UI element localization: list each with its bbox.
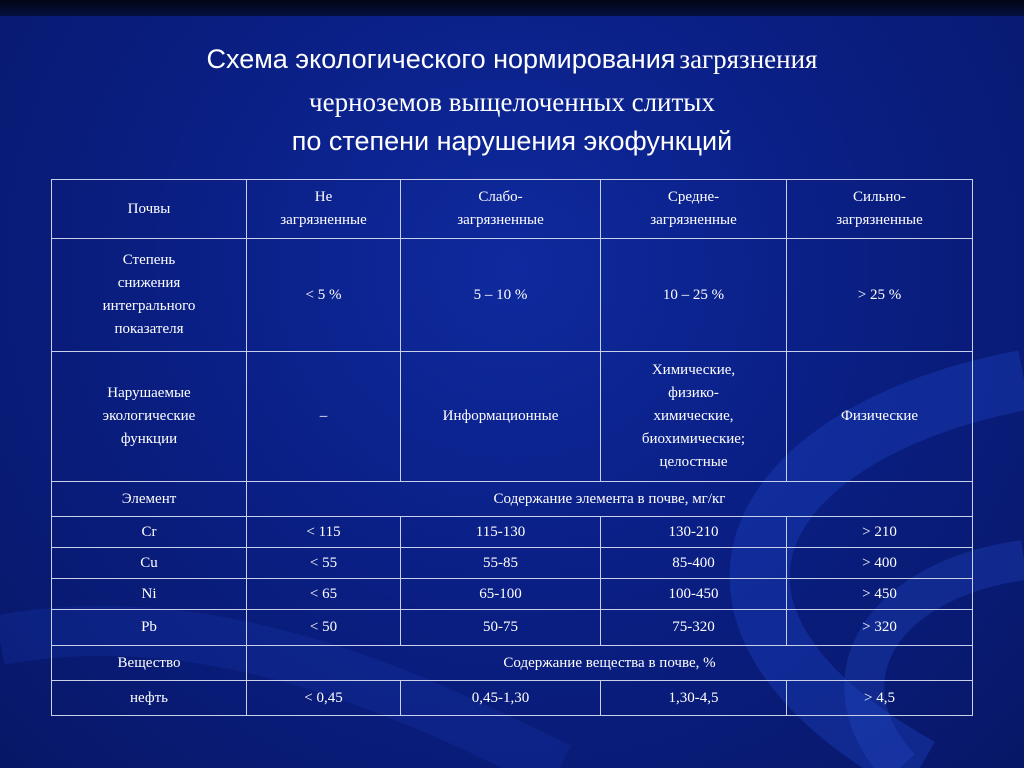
- slide-title: [0, 40, 1024, 161]
- element-value: > 210: [787, 517, 973, 548]
- functions-value-line: биохимические;: [641, 431, 746, 447]
- header-line: загрязненные: [650, 212, 737, 228]
- degree-value-cell: < 5 %: [247, 239, 401, 352]
- title-line-2: черноземов выщелоченных слитых: [309, 87, 715, 117]
- element-value: > 450: [787, 579, 973, 610]
- functions-value-line: химические,: [653, 408, 734, 424]
- element-row-pb: [52, 610, 973, 646]
- header-line: загрязненные: [836, 212, 923, 228]
- functions-label-line: экологические: [102, 408, 196, 424]
- header-cell-soils: [52, 180, 247, 239]
- functions-value-line: Химические,: [651, 362, 736, 378]
- element-name: Pb: [52, 610, 247, 646]
- header-line: Слабо-: [478, 189, 523, 205]
- header-cell-not-polluted: [247, 180, 401, 239]
- functions-label-line: функции: [120, 431, 178, 447]
- degree-value-cell: 10 – 25 %: [601, 239, 787, 352]
- functions-value-cell: Информационные: [401, 352, 601, 482]
- norms-table: [51, 179, 973, 716]
- title-line-1: [0, 40, 1024, 83]
- header-line: Сильно-: [853, 189, 906, 205]
- element-section-span: Содержание элемента в почве, мг/кг: [247, 482, 973, 517]
- element-value: 85-400: [601, 548, 787, 579]
- header-line: загрязненные: [457, 212, 544, 228]
- functions-value-line: физико-: [668, 385, 719, 401]
- degree-label-cell: [52, 239, 247, 352]
- element-value: 115-130: [401, 517, 601, 548]
- element-value: < 50: [247, 610, 401, 646]
- header-line: Средне-: [667, 189, 720, 205]
- substance-section-row: [52, 646, 973, 681]
- degree-value-cell: 5 – 10 %: [401, 239, 601, 352]
- element-value: > 400: [787, 548, 973, 579]
- substance-name: нефть: [52, 681, 247, 716]
- header-cell-moderately-polluted: [601, 180, 787, 239]
- element-value: 130-210: [601, 517, 787, 548]
- element-name: Cr: [52, 517, 247, 548]
- degree-label-line: Степень: [122, 252, 176, 268]
- functions-value-line: целостные: [659, 454, 728, 470]
- header-line: загрязненные: [280, 212, 367, 228]
- element-value: < 65: [247, 579, 401, 610]
- functions-label-cell: [52, 352, 247, 482]
- header-line: Не: [314, 189, 333, 205]
- element-value: 75-320: [601, 610, 787, 646]
- substance-value: 0,45-1,30: [401, 681, 601, 716]
- title-line-1-serif: загрязнения: [679, 44, 818, 74]
- functions-value-cell: [601, 352, 787, 482]
- element-row-cr: [52, 517, 973, 548]
- element-value: > 320: [787, 610, 973, 646]
- title-line-3: по степени нарушения экофункций: [291, 126, 733, 156]
- substance-value: > 4,5: [787, 681, 973, 716]
- element-name: Cu: [52, 548, 247, 579]
- element-name: Ni: [52, 579, 247, 610]
- element-value: < 55: [247, 548, 401, 579]
- degree-label-line: снижения: [117, 275, 181, 291]
- element-value: < 115: [247, 517, 401, 548]
- element-section-row: [52, 482, 973, 517]
- title-line-1-sans: Схема экологического нормирования: [206, 44, 676, 74]
- degree-label-line: интегрального: [102, 298, 196, 314]
- functions-value-cell: –: [247, 352, 401, 482]
- substance-section-span: Содержание вещества в почве, %: [247, 646, 973, 681]
- functions-value-cell: Физические: [787, 352, 973, 482]
- header-cell-slightly-polluted: [401, 180, 601, 239]
- degree-row: [52, 239, 973, 352]
- element-section-label: Элемент: [52, 482, 247, 517]
- header-label-soils: Почвы: [127, 200, 171, 217]
- element-row-ni: [52, 579, 973, 610]
- degree-value-cell: > 25 %: [787, 239, 973, 352]
- element-value: 100-450: [601, 579, 787, 610]
- element-value: 55-85: [401, 548, 601, 579]
- functions-row: [52, 352, 973, 482]
- element-row-cu: [52, 548, 973, 579]
- substance-value: < 0,45: [247, 681, 401, 716]
- substance-row-oil: [52, 681, 973, 716]
- degree-label-line: показателя: [114, 321, 184, 337]
- functions-label-line: Нарушаемые: [107, 385, 191, 401]
- element-value: 50-75: [401, 610, 601, 646]
- element-value: 65-100: [401, 579, 601, 610]
- header-cell-heavily-polluted: [787, 180, 973, 239]
- header-row: [52, 180, 973, 239]
- substance-section-label: Вещество: [52, 646, 247, 681]
- substance-value: 1,30-4,5: [601, 681, 787, 716]
